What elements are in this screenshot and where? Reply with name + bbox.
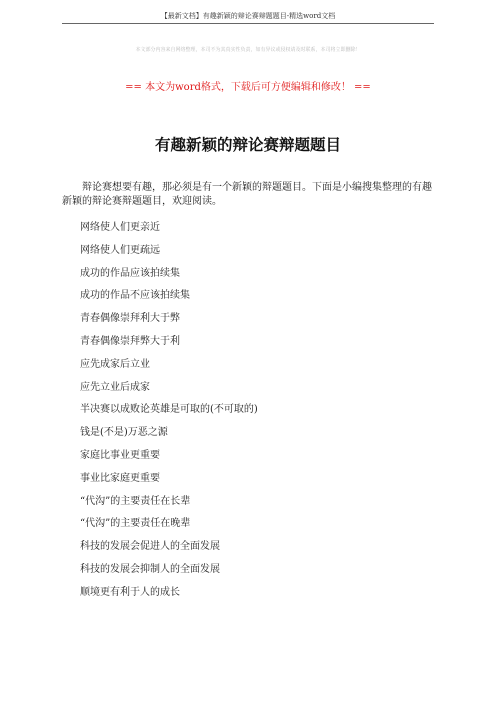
topic-item: 科技的发展会抑制人的全面发展: [80, 563, 220, 575]
topic-item: 家庭比事业更重要: [80, 449, 160, 461]
topic-item: 成功的作品应该拍续集: [80, 267, 180, 279]
topic-item: 成功的作品不应该拍续集: [80, 290, 190, 302]
topic-item: 半决赛以成败论英雄是可取的(不可取的): [80, 404, 258, 416]
topic-item: 网络使人们更亲近: [80, 222, 160, 233]
topic-item: “代沟”的主要责任在长辈: [80, 495, 191, 507]
header-divider: [62, 23, 434, 24]
topic-item: 事业比家庭更重要: [80, 472, 160, 484]
topic-item: 科技的发展会促进人的全面发展: [80, 541, 220, 553]
document-title: 有趣新颖的辩论赛辩题题目: [154, 135, 341, 154]
topic-item: 钱是(不是)万恶之源: [80, 427, 168, 439]
intro-paragraph: 辩论赛想要有趣，那必须是有一个新颖的辩题题目。下面是小编搜集整理的有趣新颖的辩论赛辩题题目，欢迎阅读。: [62, 182, 432, 207]
topic-item: 应先成家后立业: [80, 358, 150, 370]
topic-item: 顺境更有利于人的成长: [80, 586, 180, 598]
page-header-title: 【最新文档】有趣新颖的辩论赛辩题题目-精选word文档: [160, 12, 336, 20]
topic-item: 网络使人们更疏远: [80, 244, 160, 256]
topic-item: 青春偶像崇拜弊大于利: [80, 335, 180, 347]
disclaimer-text: 本文部分内容来自网络整理，本司不为其真实性负责，如有异议或侵权请及时联系，本司将立即删除！: [135, 47, 361, 53]
word-format-notice: == 本文为word格式，下载后可方便编辑和修改！ ==: [125, 82, 371, 93]
debate-topic-list: [80, 221, 440, 609]
topic-item: 应先立业后成家: [80, 381, 150, 393]
topic-item: 青春偶像崇拜利大于弊: [80, 313, 180, 325]
topic-item: “代沟”的主要责任在晚辈: [80, 518, 191, 530]
